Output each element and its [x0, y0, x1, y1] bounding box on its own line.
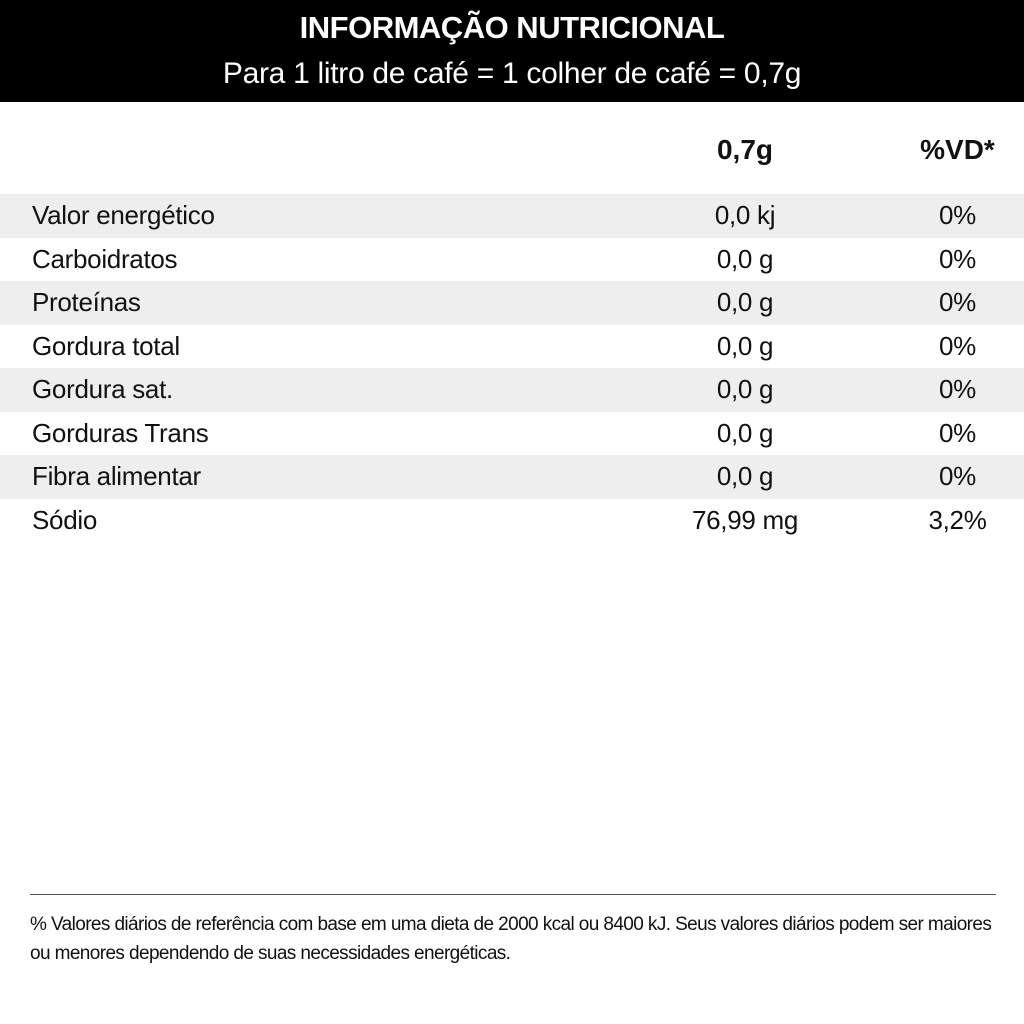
table-row — [0, 194, 1024, 238]
nutrient-name: Carboidratos — [32, 243, 178, 274]
nutrient-amount: 0,0 g — [716, 461, 774, 491]
nutrient-amount: 0,0 g — [716, 374, 774, 404]
nutrient-name: Sódio — [32, 504, 97, 535]
nutrient-name: Valor energético — [32, 200, 215, 230]
nutrition-table — [0, 194, 1024, 542]
nutrient-name: Fibra alimentar — [32, 461, 201, 491]
nutrient-vd: 0% — [939, 330, 976, 361]
nutrient-name: Gordura sat. — [32, 374, 173, 404]
table-row — [0, 368, 1024, 412]
nutrient-amount: 0,0 g — [716, 330, 774, 361]
table-row — [0, 455, 1024, 499]
nutrient-vd: 0% — [939, 374, 976, 404]
table-row — [0, 412, 1024, 456]
table-row — [0, 238, 1024, 282]
table-row — [0, 281, 1024, 325]
nutrient-amount: 0,0 kj — [714, 200, 776, 230]
nutrition-header — [0, 0, 1024, 102]
table-row — [0, 499, 1024, 543]
nutrient-vd: 0% — [939, 287, 976, 317]
nutrient-name: Gordura total — [32, 330, 180, 361]
serving-subtitle: Para 1 litro de café = 1 colher de café = 0,7g — [222, 57, 802, 90]
nutrient-name: Proteínas — [32, 287, 141, 317]
footnote-divider — [30, 894, 996, 895]
nutrient-amount: 0,0 g — [716, 287, 774, 317]
nutrient-amount: 0,0 g — [716, 243, 774, 274]
column-header-amount: 0,7g — [716, 134, 774, 165]
nutrient-amount: 76,99 mg — [691, 504, 798, 535]
nutrient-vd: 3,2% — [928, 504, 987, 535]
nutrient-name: Gorduras Trans — [32, 417, 209, 448]
nutrient-vd: 0% — [939, 200, 976, 230]
footnote: % Valores diários de referência com base em uma dieta de 2000 kcal ou 8400 kJ. Seus valores diários podem ser maiores ou menores dependendo de suas necessidades energéticas. — [30, 914, 992, 964]
nutrient-amount: 0,0 g — [716, 417, 774, 448]
nutrient-vd: 0% — [939, 461, 976, 491]
table-row — [0, 325, 1024, 369]
column-header-vd: %VD* — [920, 134, 995, 165]
page-title: INFORMAÇÃO NUTRICIONAL — [299, 10, 725, 45]
nutrient-vd: 0% — [939, 417, 976, 448]
nutrient-vd: 0% — [939, 243, 976, 274]
